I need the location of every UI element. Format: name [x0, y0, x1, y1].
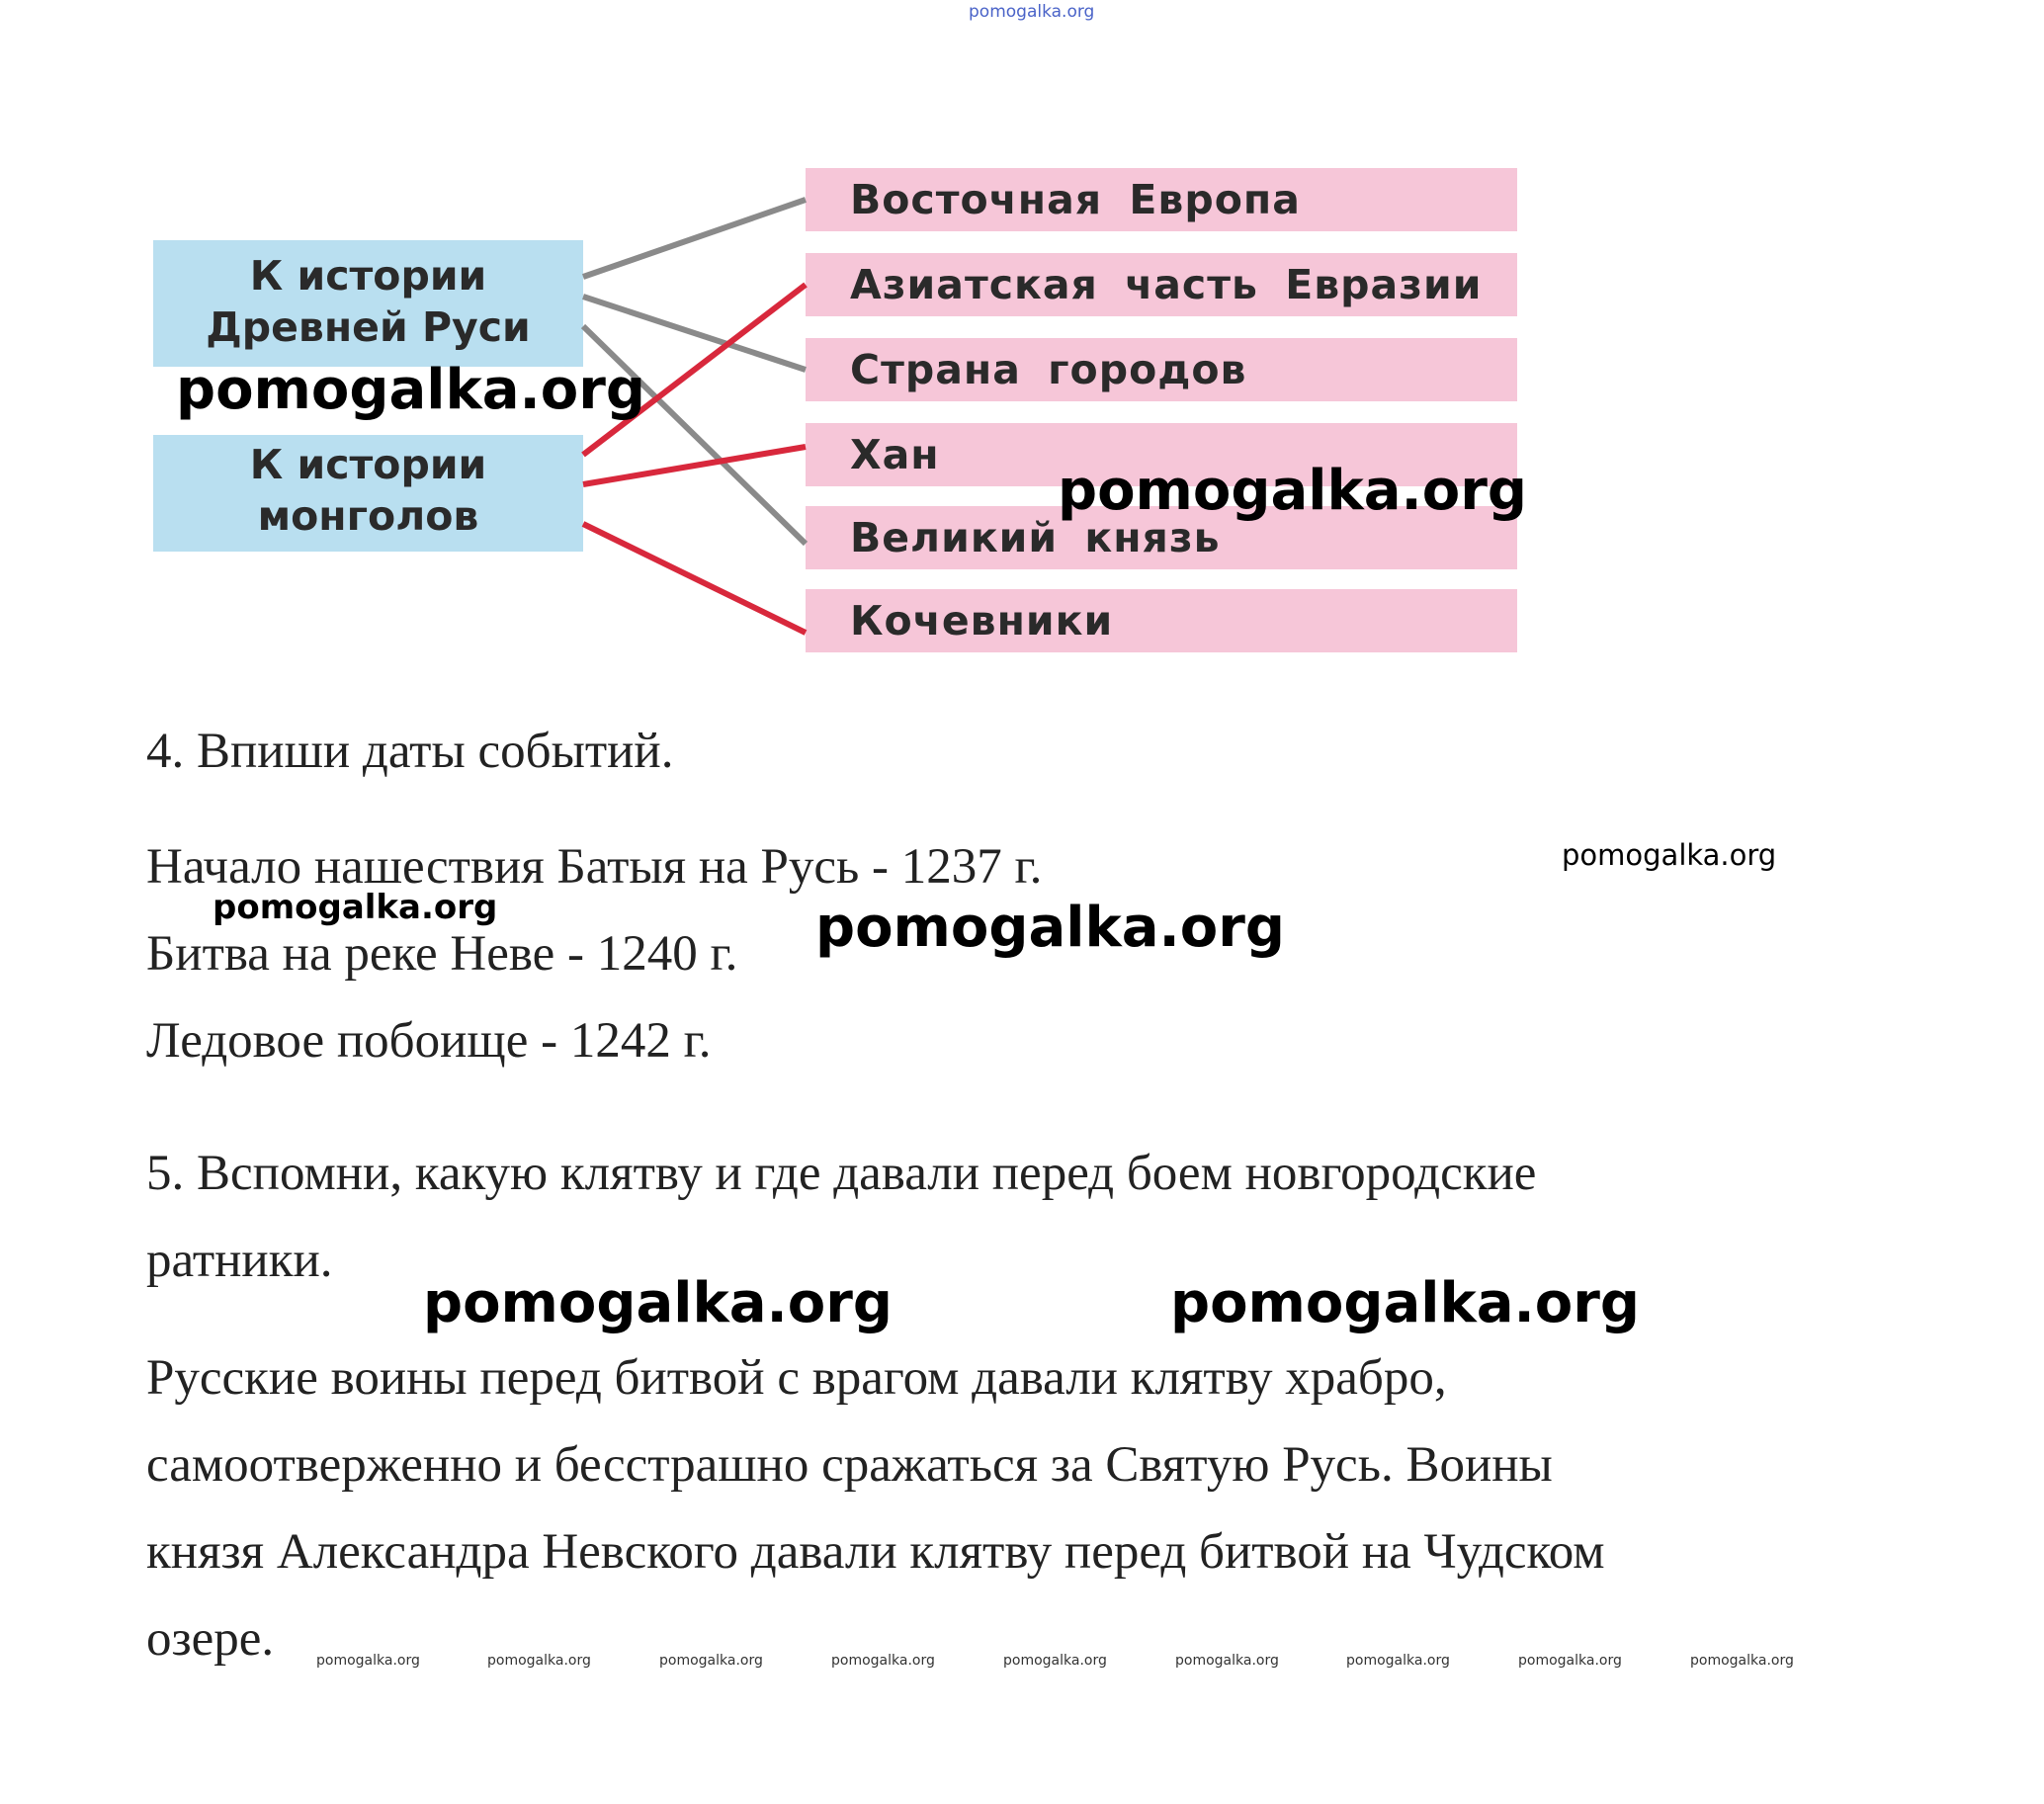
watermark: pomogalka.org — [213, 888, 498, 927]
task5-answer-line: самоотверженно и бесстрашно сражаться за Святую Русь. Воины — [146, 1437, 1553, 1493]
left-item-line: К истории — [249, 441, 487, 488]
task5-answer-line: князя Александра Невского давали клятву перед битвой на Чудском — [146, 1524, 1605, 1580]
task4-line: Начало нашествия Батыя на Русь - 1237 г. — [146, 839, 1043, 895]
task4-title: 4. Впиши даты событий. — [146, 724, 674, 779]
watermark: pomogalka.org — [176, 358, 645, 422]
task5-answer-line: озере. — [146, 1611, 275, 1667]
task4-line: Битва на реке Неве - 1240 г. — [146, 926, 738, 982]
connector-line — [583, 200, 806, 277]
left-item-line: Древней Руси — [206, 303, 531, 351]
footer-watermark: pomogalka.org — [659, 1653, 763, 1669]
right-item: Хан — [806, 423, 1517, 486]
left-item-line: монголов — [257, 492, 479, 540]
footer-watermark: pomogalka.org — [1518, 1653, 1622, 1669]
task4-line: Ледовое побоище - 1242 г. — [146, 1013, 712, 1069]
left-item-line: К истории — [249, 252, 487, 300]
watermark: pomogalka.org — [423, 1271, 893, 1335]
watermark: pomogalka.org — [1058, 459, 1527, 523]
footer-watermark: pomogalka.org — [487, 1653, 591, 1669]
right-item: Великий князь — [806, 506, 1517, 569]
connector-line — [583, 524, 806, 633]
task5-answer-line: Русские воины перед битвой с врагом давали клятву храбро, — [146, 1350, 1447, 1406]
watermark: pomogalka.org — [1562, 838, 1777, 872]
header-watermark: pomogalka.org — [969, 2, 1095, 22]
task5-title: ратники. — [146, 1233, 333, 1288]
right-item: Страна городов — [806, 338, 1517, 401]
connector-line — [583, 447, 806, 484]
footer-watermark: pomogalka.org — [1346, 1653, 1450, 1669]
footer-watermark: pomogalka.org — [1003, 1653, 1107, 1669]
right-item: Восточная Европа — [806, 168, 1517, 231]
right-item: Азиатская часть Евразии — [806, 253, 1517, 316]
footer-watermark: pomogalka.org — [1175, 1653, 1279, 1669]
task5-title: 5. Вспомни, какую клятву и где давали перед боем новгородские — [146, 1146, 1537, 1201]
footer-watermark: pomogalka.org — [316, 1653, 420, 1669]
right-item: Кочевники — [806, 589, 1517, 652]
footer-watermark: pomogalka.org — [1690, 1653, 1794, 1669]
watermark: pomogalka.org — [1170, 1271, 1640, 1335]
footer-watermark: pomogalka.org — [831, 1653, 935, 1669]
watermark: pomogalka.org — [815, 896, 1285, 960]
